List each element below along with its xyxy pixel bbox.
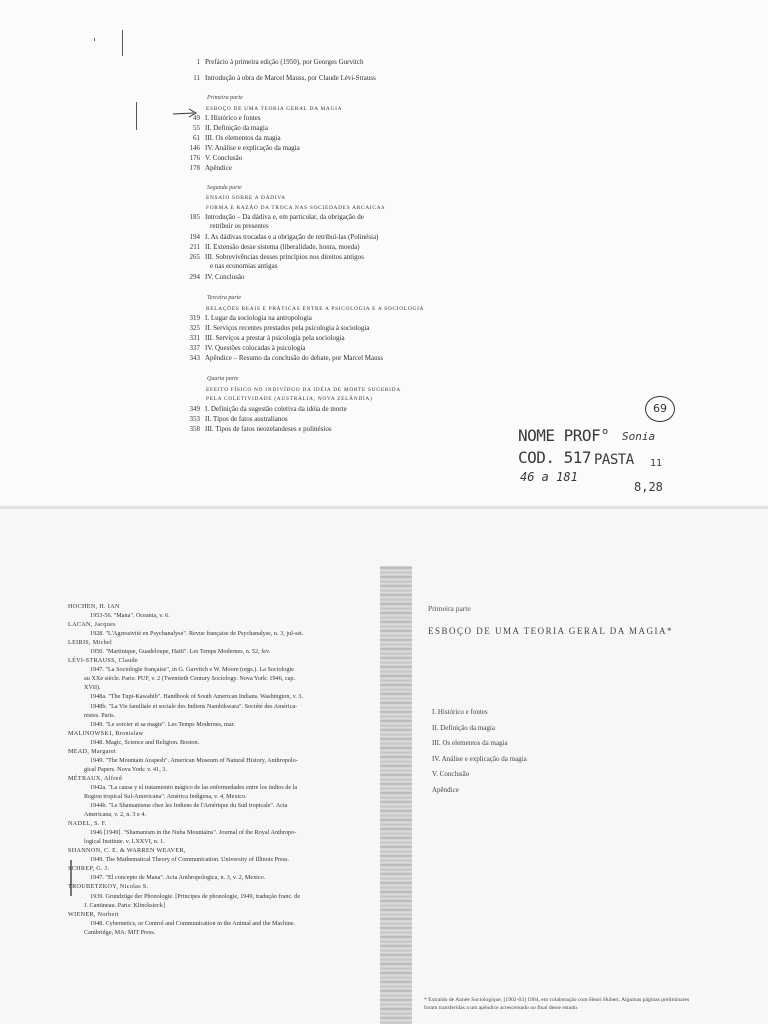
bibliography-author: NADEL, S. F. <box>68 820 107 828</box>
toc-entry-text: I. Definição da sugestão coletiva da idéia de morte <box>205 405 347 413</box>
part-title: ENSAIO SOBRE A DÁDIVA <box>206 195 286 201</box>
chapter-list <box>432 705 527 799</box>
bibliography-author: SCHREP, G. J. <box>68 865 110 873</box>
bibliography-author: HOCHEN, H. IAN <box>68 603 120 610</box>
handwritten-arrow-icon <box>172 108 198 118</box>
chapter-item: II. Definição da magia <box>432 723 495 732</box>
toc-entry <box>150 253 364 262</box>
part-title: ESBOÇO DE UMA TEORIA GERAL DA MAGIA* <box>428 626 674 636</box>
chapter-item: I. Histórico e fontes <box>432 708 488 716</box>
bibliography-author: MEAD, Margaret <box>68 747 117 755</box>
toc-entry-text: III. Tipos de fatos neozelandeses e polinésios <box>205 425 332 433</box>
toc-page-number: 11 <box>193 74 200 82</box>
toc-entry <box>150 164 232 173</box>
bibliography-entry: 1953-56. "Mana". Oceania, v. 6. <box>90 612 170 620</box>
handwritten-pasta: PASTA <box>594 452 634 468</box>
toc-entry-text: V. Conclusão <box>205 154 243 162</box>
scan-mark <box>94 38 95 41</box>
toc-page-number: 325 <box>189 324 200 332</box>
toc-entry-text: Introdução – Da dádiva e, em particular, da obrigação de <box>205 213 364 221</box>
chapter-item: Apêndice <box>432 785 459 794</box>
toc-entry <box>150 58 363 67</box>
part-label: Primeira parte <box>207 95 243 101</box>
toc-page-number: 319 <box>189 314 200 322</box>
toc-page-number: 349 <box>189 405 200 413</box>
bibliography-entry: 1950. "Martinique, Guadeloupe, Haïti". Les Temps Modernes, n. 52, fev. <box>90 648 271 656</box>
bibliography-entry: 1949. "Le sorcier et sa magie". Les Temps Modernes, mar. <box>90 720 235 728</box>
toc-entry <box>150 213 364 222</box>
chapter-item: III. Os elementos da magia <box>432 739 508 748</box>
toc-entry-text: Prefácio à primeira edição (1950), por Georges Gurvitch <box>205 58 364 66</box>
part-subtitle: FORMA E RAZÃO DA TROCA NAS SOCIEDADES ARCAICAS <box>206 205 386 211</box>
toc-entry <box>150 324 369 333</box>
toc-entry-text: Apêndice – Resumo da conclusão do debate, por Marcel Mauss <box>205 354 384 362</box>
toc-page-number: 55 <box>193 124 200 132</box>
toc-entry <box>150 74 376 83</box>
toc-entry <box>150 233 378 242</box>
part-subtitle: PELA COLETIVIDADE (AUSTRÁLIA, NOVA ZELÂNDIA) <box>206 396 373 402</box>
handwritten-price: 8,28 <box>634 480 663 494</box>
bibliography-entry: 1928. "L'Agressivité en Psychanalyse". Revue française de Psychanalyse, n. 3, jul-set. <box>90 630 304 638</box>
toc-entry-text: IV. Conclusão <box>205 273 245 281</box>
toc-entry-text: IV. Análise e explicação da magia <box>205 144 300 152</box>
bibliography-author: LÉVI-STRAUSS, Claude <box>68 657 138 665</box>
part-title: EFEITO FÍSICO NO INDIVÍDUO DA IDÉIA DE MORTE SUGERIDA <box>206 387 401 393</box>
bibliography-entry: 1948b. "La Vie familiale et sociale des Indiens Nambikwara". Société des América- <box>90 702 298 710</box>
toc-entry <box>150 144 300 153</box>
part-label: Terceira parte <box>207 295 242 301</box>
toc-entry <box>150 354 383 363</box>
bibliography-entry: Americana, v. 2, n. 3 e 4. <box>84 811 146 819</box>
toc-page-number: 185 <box>189 213 200 221</box>
toc-entry-text: Apêndice <box>205 164 232 172</box>
bibliography-entry: Cambridge, MA: MIT Press. <box>84 928 156 936</box>
bibliography-entry: nistes. Paris. <box>84 711 116 719</box>
toc-page-number: 331 <box>189 334 200 342</box>
toc-entry-text: Introdução à obra de Marcel Mauss, por Claude Lévi-Strauss <box>205 74 376 82</box>
handwritten-page-range: 46 a 181 <box>520 470 578 484</box>
toc-entry <box>150 415 288 424</box>
toc-entry-continuation: retribuir os presentes <box>210 222 269 230</box>
toc-entry-text: III. Os elementos da magia <box>205 134 281 142</box>
bibliography-entry: au XXe siècle. Paris: PUF, v. 2 (Twentieth Century Sociology. Nova York: 1946, cap. <box>84 675 296 683</box>
bibliography-entry: 1949. "The Mountain Arapesh". American Museum of Natural History, Anthropolo- <box>90 756 298 764</box>
toc-entry-text: II. Extensão desse sistema (liberalidade, honra, moeda) <box>205 243 360 251</box>
toc-page-number: 61 <box>193 134 200 142</box>
bibliography-entry: 1948. Magic, Science and Religion. Boston. <box>90 738 200 746</box>
chapter-item: IV. Análise e explicação da magia <box>432 754 527 763</box>
scan-mark <box>136 102 137 130</box>
bibliography-entry: XVII). <box>84 684 101 692</box>
bibliography-entry: 1946 [1949]. "Shamanism in the Nuba Mountains". Journal of the Royal Anthropo- <box>90 829 297 837</box>
toc-page-number: 337 <box>189 344 200 352</box>
scan-mark <box>122 30 123 56</box>
toc-page-number: 176 <box>189 154 200 162</box>
toc-page-number: 343 <box>189 354 200 362</box>
handwritten-pasta-value: 11 <box>650 458 663 469</box>
toc-entry <box>150 425 332 434</box>
circled-page-number: 69 <box>645 396 675 422</box>
bibliography-author: LACAN, Jacques <box>68 621 116 629</box>
bibliography-entry: logical Institute. v. LXXVI, n. 1. <box>84 838 165 846</box>
toc-entry-text: II. Definição da magia <box>205 124 268 132</box>
footnote: * Extraído de Année Sociologique, [1902-03] 1904, em colaboração com Henri Hubert. Algumas páginas preliminares foram transferidas a um apêndice acrescentado no final desse estudo. <box>424 997 690 1011</box>
toc-page-number: 194 <box>189 233 200 241</box>
bibliography-entry: Region tropical Sul-Americana". América Indígena, v. 4, Mexico. <box>84 792 247 800</box>
toc-entry <box>150 334 345 343</box>
book-spine-shadow <box>380 566 412 1024</box>
toc-entry <box>150 154 242 163</box>
part-label: Quarta parte <box>207 376 239 382</box>
bibliography-author: TROUBETZKOY, Nicolas S. <box>68 883 149 891</box>
toc-page-number: 358 <box>189 425 200 433</box>
bibliography-entry: gical Papers. Nova York: v. 41, 3. <box>84 765 167 773</box>
toc-page-number: 211 <box>189 243 200 251</box>
bibliography-entry: 1948. Cybernetics, or Control and Communication in the Animal and the Machine. <box>90 919 296 927</box>
toc-entry-text: I. Histórico e fontes <box>205 114 261 122</box>
handwritten-nome-value: Sonia <box>622 430 656 443</box>
bibliography-author: SHANNON, C. E. & WARREN WEAVER, <box>68 847 186 855</box>
bibliography-author: LEIRIS, Michel <box>68 639 113 647</box>
page-fold <box>0 506 768 509</box>
handwritten-nome-prof: NOME PROF° <box>518 426 610 445</box>
bibliography-entry: 1949. The Mathematical Theory of Communication. University of Illinois Press. <box>90 856 290 864</box>
toc-page-number: 49 <box>193 114 200 122</box>
part-title: ESBOÇO DE UMA TEORIA GERAL DA MAGIA <box>206 106 343 112</box>
toc-entry <box>150 134 281 143</box>
toc-entry <box>150 273 245 282</box>
toc-entry <box>150 114 261 123</box>
toc-entry-text: III. Sobrevivências desses princípios nos direitos antigos <box>205 253 364 261</box>
toc-page-number: 294 <box>189 273 200 281</box>
bibliography-entry: 1947. "La Sociologie française", in G. Gurvitch e W. Moore (orgs.). La Sociologie <box>90 666 294 674</box>
bibliography-entry: 1944b. "Le Shamanisme chez les Indiens de l'Amérique du Sud tropicale". Acta <box>90 802 288 810</box>
toc-page-number: 1 <box>196 58 200 66</box>
toc-entry-continuation: e nas economias antigas <box>210 262 278 270</box>
toc-page-number: 146 <box>189 144 200 152</box>
toc-entry <box>150 405 347 414</box>
toc-entry-text: I. Lugar da sociologia na antropologia <box>205 314 312 322</box>
part-label: Primeira parte <box>428 604 471 613</box>
bibliography-author: MALINOWSKI, Bronislaw <box>68 729 144 737</box>
toc-entry-text: II. Tipos de fatos australianos <box>205 415 288 423</box>
chapter-item: V. Conclusão <box>432 770 470 779</box>
bibliography-entry: 1948a. "The Tupi-Kawahib". Handbook of South American Indians. Washington, v. 3. <box>90 693 304 701</box>
bibliography-author: MÉTRAUX, Alfred <box>68 774 122 782</box>
handwritten-cod: COD. 517 <box>518 448 592 467</box>
toc-entry <box>150 124 268 133</box>
toc-entry-text: III. Serviços a prestar à psicologia pela sociologia <box>205 334 345 342</box>
toc-page-number: 353 <box>189 415 200 423</box>
part-title: RELAÇÕES REAIS E PRÁTICAS ENTRE A PSICOLOGIA E A SOCIOLOGIA <box>206 306 425 312</box>
toc-entry-text: IV. Questões colocadas à psicologia <box>205 344 306 352</box>
bibliography-entry: 1947. "El concepto de Mana". Acta Anthropologica, n. 3, v. 2, Mexico. <box>90 874 266 882</box>
part-label: Segunda parte <box>207 185 242 191</box>
bibliography-entry: 1942a. "La causa y el tratamiento mágico de las enfermedades entre los indios de la <box>90 783 298 791</box>
bibliography-entry: J. Cantineau. Paris: Klincksieck] <box>84 901 165 909</box>
toc-page-number: 265 <box>189 253 200 261</box>
toc-page-number: 178 <box>189 164 200 172</box>
bibliography <box>68 602 368 937</box>
toc-entry <box>150 314 312 323</box>
toc-entry-text: I. As dádivas trocadas e a obrigação de retribuí-las (Polinésia) <box>205 233 379 241</box>
toc-entry <box>150 243 360 252</box>
bibliography-author: WIENER, Norbert <box>68 910 119 918</box>
toc-entry-text: II. Serviços recentes prestados pela psicologia à sociologia <box>205 324 370 332</box>
bibliography-entry: 1939. Grundzüge der Phonologie. [Principes de phonologie, 1949, tradução franc. de <box>90 892 301 900</box>
toc-entry <box>150 344 305 353</box>
